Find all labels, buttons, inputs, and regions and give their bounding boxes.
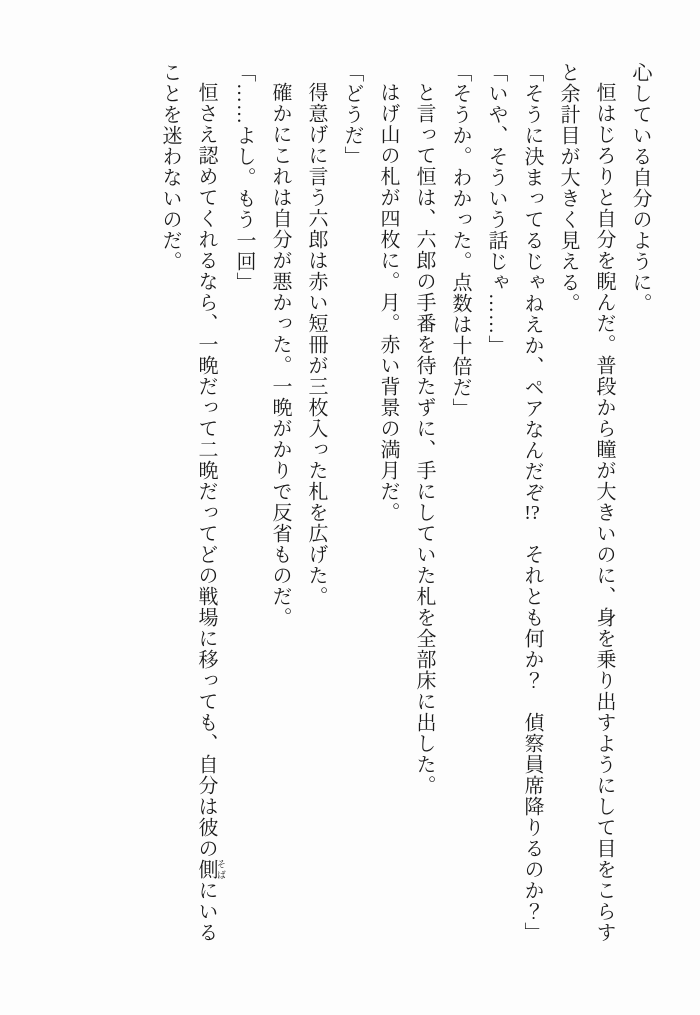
- paragraph: 「……よし。もう一回」: [233, 62, 255, 293]
- paragraph: 「どうだ」: [341, 62, 363, 167]
- paragraph: 得意げに言う六郎は赤い短冊が三枚入った札を広げた。: [305, 82, 327, 607]
- paragraph: と言って恒は、六郎の手番を待たずに、手にしていた札を全部床に出した。: [413, 82, 435, 796]
- paragraph: 「いや、そういう話じゃ……」: [485, 62, 507, 356]
- paragraph: 恒はじろりと自分を睨んだ。普段から瞳が大きいのに、身を乗り出すようにして目をこらすと余計目が大きく見える。: [557, 62, 615, 943]
- paragraph: 「そうか。わかった。点数は十倍だ」: [449, 62, 471, 419]
- text-body: [152, 62, 658, 948]
- paragraph: 「そうに決まってるじゃねえか、ペアなんだぞ!? それとも何か？ 偵察員席降りるのか？」: [521, 62, 543, 943]
- tate-chu-yoko: !?: [524, 503, 540, 523]
- ruby-annotated-word: 側 そば: [195, 859, 226, 880]
- paragraph: 確かにこれは自分が悪かった。一晩がかりで反省ものだ。: [269, 82, 291, 628]
- paragraph: 心している自分のように。: [629, 62, 651, 314]
- paragraph: はげ山の札が四枚に。月。赤い背景の満月だ。: [377, 82, 399, 523]
- paragraph: 恒さえ認めてくれるなら、一晩だって二晩だってどの戦場に移っても、自分は彼の側 そばにいることを迷わないのだ。: [159, 62, 226, 943]
